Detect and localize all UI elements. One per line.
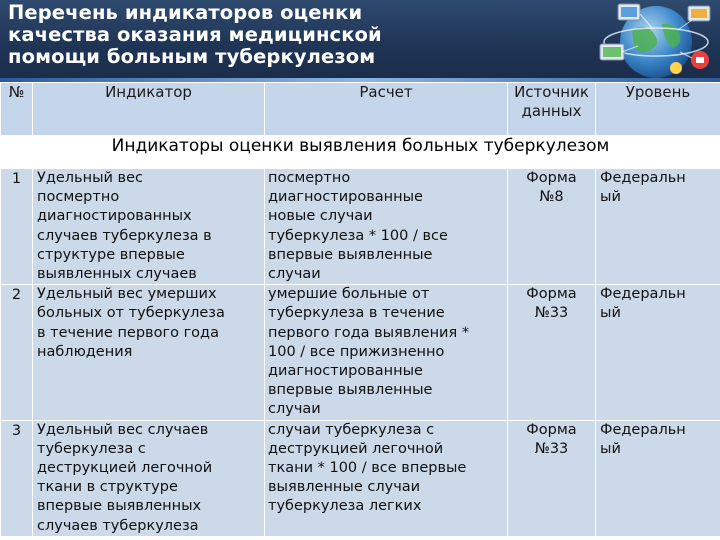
source-cell	[508, 169, 596, 285]
page-title	[8, 2, 568, 68]
indicator-cell-line: диагностированных	[37, 208, 192, 225]
title-banner	[0, 0, 720, 82]
table-row	[1, 420, 720, 536]
header-num: №	[1, 83, 33, 136]
indicator-cell	[33, 169, 265, 285]
level-cell	[596, 420, 720, 536]
source-cell	[508, 285, 596, 420]
header-calculation: Расчет	[265, 83, 508, 136]
calculation-cell-line: выявленные случаи	[268, 479, 421, 496]
calculation-cell-line: случаи туберкулеза с	[268, 421, 435, 438]
calculation-cell	[265, 169, 508, 285]
indicator-cell-line: в течение первого года	[37, 324, 219, 341]
level-cell	[596, 285, 720, 420]
title-line-3: помощи больным туберкулезом	[8, 45, 376, 68]
level-cell-line: Федеральн	[600, 286, 686, 303]
source-cell-line: Форма	[526, 421, 577, 438]
source-cell	[508, 420, 596, 536]
section-row	[1, 136, 720, 169]
source-cell-line: Форма	[526, 286, 577, 303]
table-row	[1, 285, 720, 420]
indicator-cell-line: наблюдения	[37, 343, 133, 360]
indicator-cell-line: структуре впервые	[37, 246, 185, 263]
indicator-cell-line: больных от туберкулеза	[37, 305, 225, 322]
level-cell-line: ый	[600, 305, 621, 322]
calculation-cell-line: туберкулеза * 100 / все	[268, 227, 448, 244]
calculation-cell-line: случаи	[268, 266, 321, 283]
calculation-cell-line: случаи	[268, 401, 321, 418]
calculation-cell	[265, 285, 508, 420]
calculation-cell	[265, 420, 508, 536]
calculation-cell-line: диагностированные	[268, 363, 423, 380]
header-source-line-1: Источник	[514, 83, 589, 101]
table-header-row	[1, 83, 720, 136]
header-source-line-2: данных	[521, 102, 582, 120]
calculation-cell-line: туберкулеза легких	[268, 498, 422, 515]
title-line-1: Перечень индикаторов оценки	[8, 1, 363, 24]
calculation-cell-line: впервые выявленные	[268, 382, 433, 399]
calculation-cell-line: новые случаи	[268, 208, 373, 225]
row-number: 2	[1, 285, 33, 420]
indicator-cell-line: посмертно	[37, 189, 120, 206]
calculation-cell-line: ткани * 100 / все впервые	[268, 460, 467, 477]
indicator-cell-line: туберкулеза с	[37, 440, 146, 457]
row-number: 1	[1, 169, 33, 285]
level-cell-line: Федеральн	[600, 170, 686, 186]
indicator-cell	[33, 285, 265, 420]
source-cell-line: Форма	[526, 170, 577, 186]
indicator-cell-line: случаев туберкулеза в	[37, 227, 212, 244]
calculation-cell-line: 100 / все прижизненно	[268, 343, 445, 360]
level-cell	[596, 169, 720, 285]
calculation-cell-line: впервые выявленные	[268, 246, 433, 263]
indicator-cell	[33, 420, 265, 536]
calculation-cell-line: посмертно	[268, 170, 351, 186]
row-number: 3	[1, 420, 33, 536]
calculation-cell-line: умершие больные от	[268, 286, 430, 303]
section-title: Индикаторы оценки выявления больных туберкулезом	[1, 136, 720, 169]
header-source	[508, 83, 596, 136]
indicator-cell-line: деструкцией легочной	[37, 460, 213, 477]
table-body	[1, 169, 720, 537]
indicator-cell-line: ткани в структуре	[37, 479, 178, 496]
header-level: Уровень	[596, 83, 720, 136]
source-cell-line: №8	[539, 189, 564, 206]
title-line-2: качества оказания медицинской	[8, 23, 382, 46]
source-cell-line: №33	[534, 305, 569, 322]
source-cell-line: №33	[534, 440, 569, 457]
indicator-cell-line: Удельный вес случаев	[37, 421, 209, 438]
level-cell-line: Федеральн	[600, 421, 686, 438]
level-cell-line: ый	[600, 440, 621, 457]
calculation-cell-line: первого года выявления *	[268, 324, 470, 341]
table-row	[1, 169, 720, 285]
indicator-cell-line: Удельный вес умерших	[37, 286, 217, 303]
calculation-cell-line: диагностированные	[268, 189, 423, 206]
indicator-cell-line: Удельный вес	[37, 170, 143, 186]
indicators-table	[0, 82, 720, 537]
indicator-cell-line: случаев туберкулеза	[37, 517, 199, 534]
header-indicator: Индикатор	[33, 83, 265, 136]
indicator-cell-line: впервые выявленных	[37, 498, 202, 515]
indicator-cell-line: выявленных случаев	[37, 266, 197, 283]
calculation-cell-line: деструкцией легочной	[268, 440, 444, 457]
calculation-cell-line: туберкулеза в течение	[268, 305, 445, 322]
globe-network-illustration-icon	[592, 0, 720, 82]
level-cell-line: ый	[600, 189, 621, 206]
